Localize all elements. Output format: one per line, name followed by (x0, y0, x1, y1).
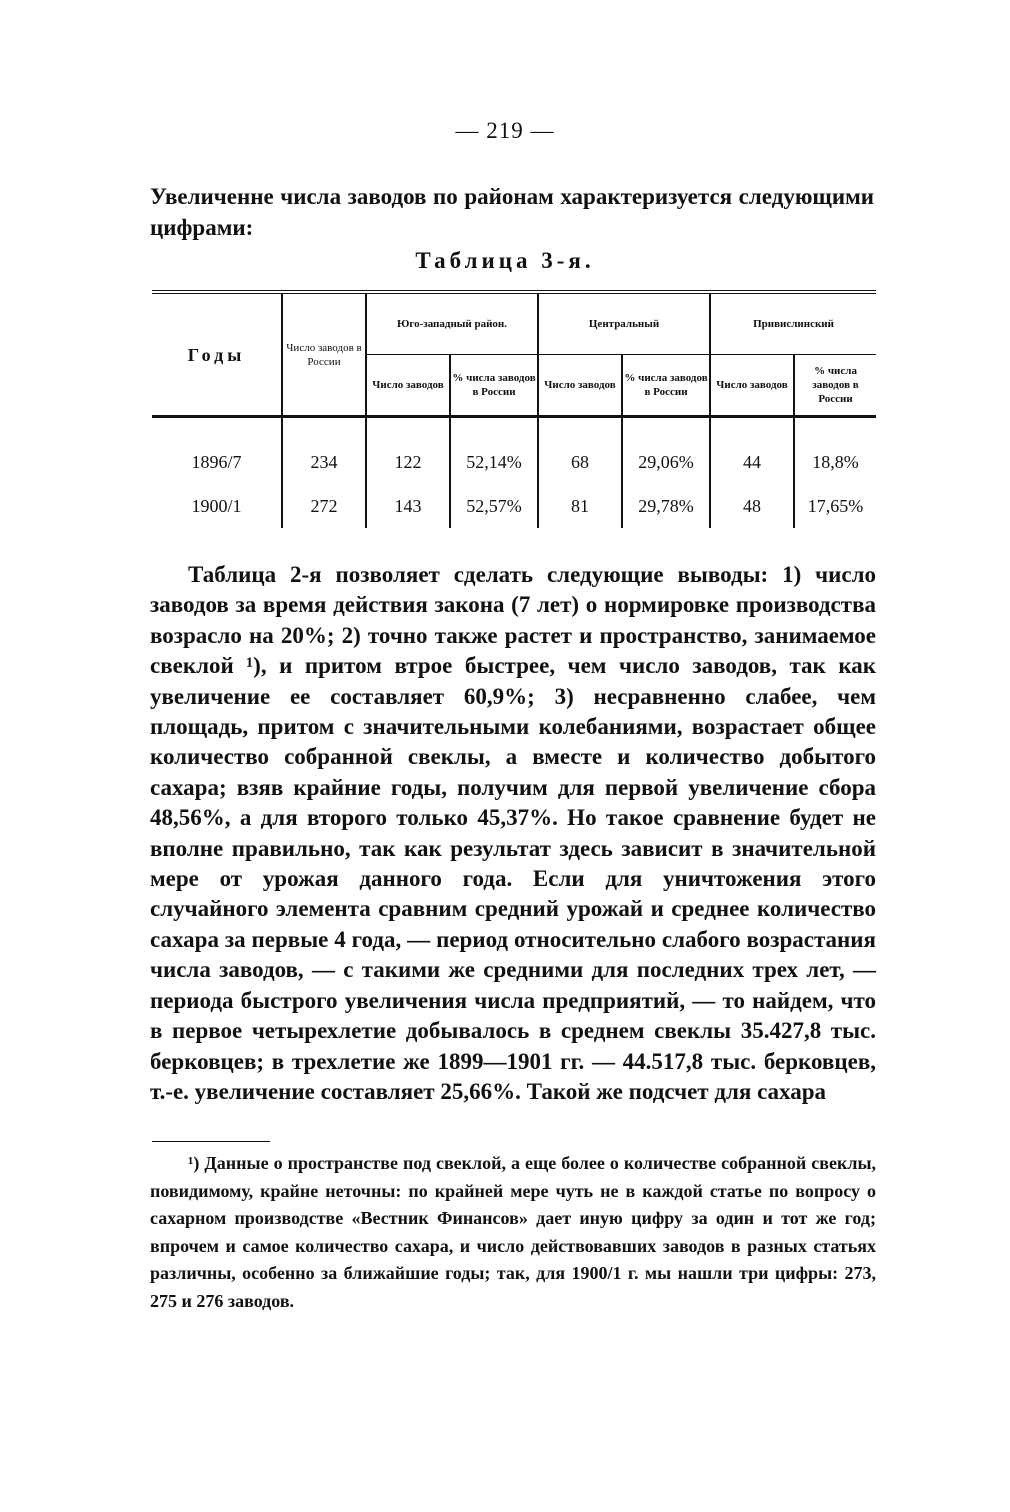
cell-sw-count: 143 (366, 484, 450, 528)
table-row (152, 484, 876, 528)
body-paragraph: Таблица 2-я позволяет сделать следующие выводы: 1) число заводов за время действия закона (7 лет) о нормировке производства возрасло на 20%; 2) точно также растет и пространство, занимаемое свеклой ¹), и притом втрое быстрее, чем число заводов, так как увеличение ее составляет 60,9%; 3) несравненно слабее, чем площадь, притом с значительными колебаниями, возрастает общее количество собранной свеклы, а вместе и количество добытого сахара; взяв крайние годы, получим для первой увеличение сбора 48,56%, а для второго только 45,37%. Но такое сравнение будет не вполне правильно, так как результат здесь зависит в значительной мере от урожая данного года. Если для уничтожения этого случайного элемента сравним средний урожай и среднее количество сахара за первые 4 года, — период относительно слабого возрастания числа заводов, — с такими же средними для последних трех лет, — периода быстрого увеличения числа предприятий, — то найдем, что в первое четырехлетие добывалось в среднем свеклы 35.427,8 тыс. берковцев; в трехлетие же 1899—1901 гг. — 44.517,8 тыс. берковцев, т.-е. увеличение составляет 25,66%. Такой же подсчет для сахара (150, 562, 876, 1104)
header-years: Годы (152, 292, 282, 417)
header-region-southwest: Юго-западный район. (366, 292, 538, 355)
header-sw-count: Число заводов (366, 355, 450, 417)
cell-vistula-count: 44 (710, 417, 794, 485)
page-number: — 219 — (455, 118, 555, 143)
footnote-divider (152, 1141, 270, 1142)
table-row (152, 417, 876, 485)
cell-sw-percent: 52,57% (450, 484, 538, 528)
header-central-percent: % числа заводов в России (622, 355, 710, 417)
cell-central-percent: 29,06% (622, 417, 710, 485)
header-sw-percent: % числа заводов в России (450, 355, 538, 417)
cell-central-count: 68 (538, 417, 622, 485)
header-region-central: Центральный (538, 292, 710, 355)
cell-vistula-percent: 18,8% (794, 417, 876, 485)
cell-central-count: 81 (538, 484, 622, 528)
header-total-factories: Число заводов в России (282, 292, 366, 417)
header-vistula-percent: % числа заводов в России (794, 355, 876, 417)
factories-table (152, 290, 876, 528)
table-title: Таблица 3-я. (415, 248, 595, 273)
intro-paragraph: Увеличенне числа заводов по районам характеризуется следующими цифрами: (150, 184, 874, 240)
header-region-vistula: Привислинский (710, 292, 876, 355)
cell-year: 1900/1 (191, 495, 242, 516)
header-vistula-count: Число заводов (710, 355, 794, 417)
cell-year: 1896/7 (191, 451, 242, 472)
cell-sw-percent: 52,14% (450, 417, 538, 485)
footnote: ¹) Данные о пространстве под свеклой, а еще более о количестве собранной свеклы, повидимому, крайне неточны: по крайней мере чуть не в каждой статье по вопросу о сахарном производстве «Вестник Финансов» дает иную цифру за один и тот же год; впрочем и самое количество сахара, и число действовавших заводов в разных статьях различны, особенно за ближайшие годы; так, для 1900/1 г. мы нашли три цифры: 273, 275 и 276 заводов. (150, 1153, 876, 1311)
cell-central-percent: 29,78% (622, 484, 710, 528)
cell-vistula-percent: 17,65% (794, 484, 876, 528)
cell-total: 272 (282, 484, 366, 528)
cell-vistula-count: 48 (710, 484, 794, 528)
header-central-count: Число заводов (538, 355, 622, 417)
cell-total: 234 (282, 417, 366, 485)
cell-sw-count: 122 (366, 417, 450, 485)
